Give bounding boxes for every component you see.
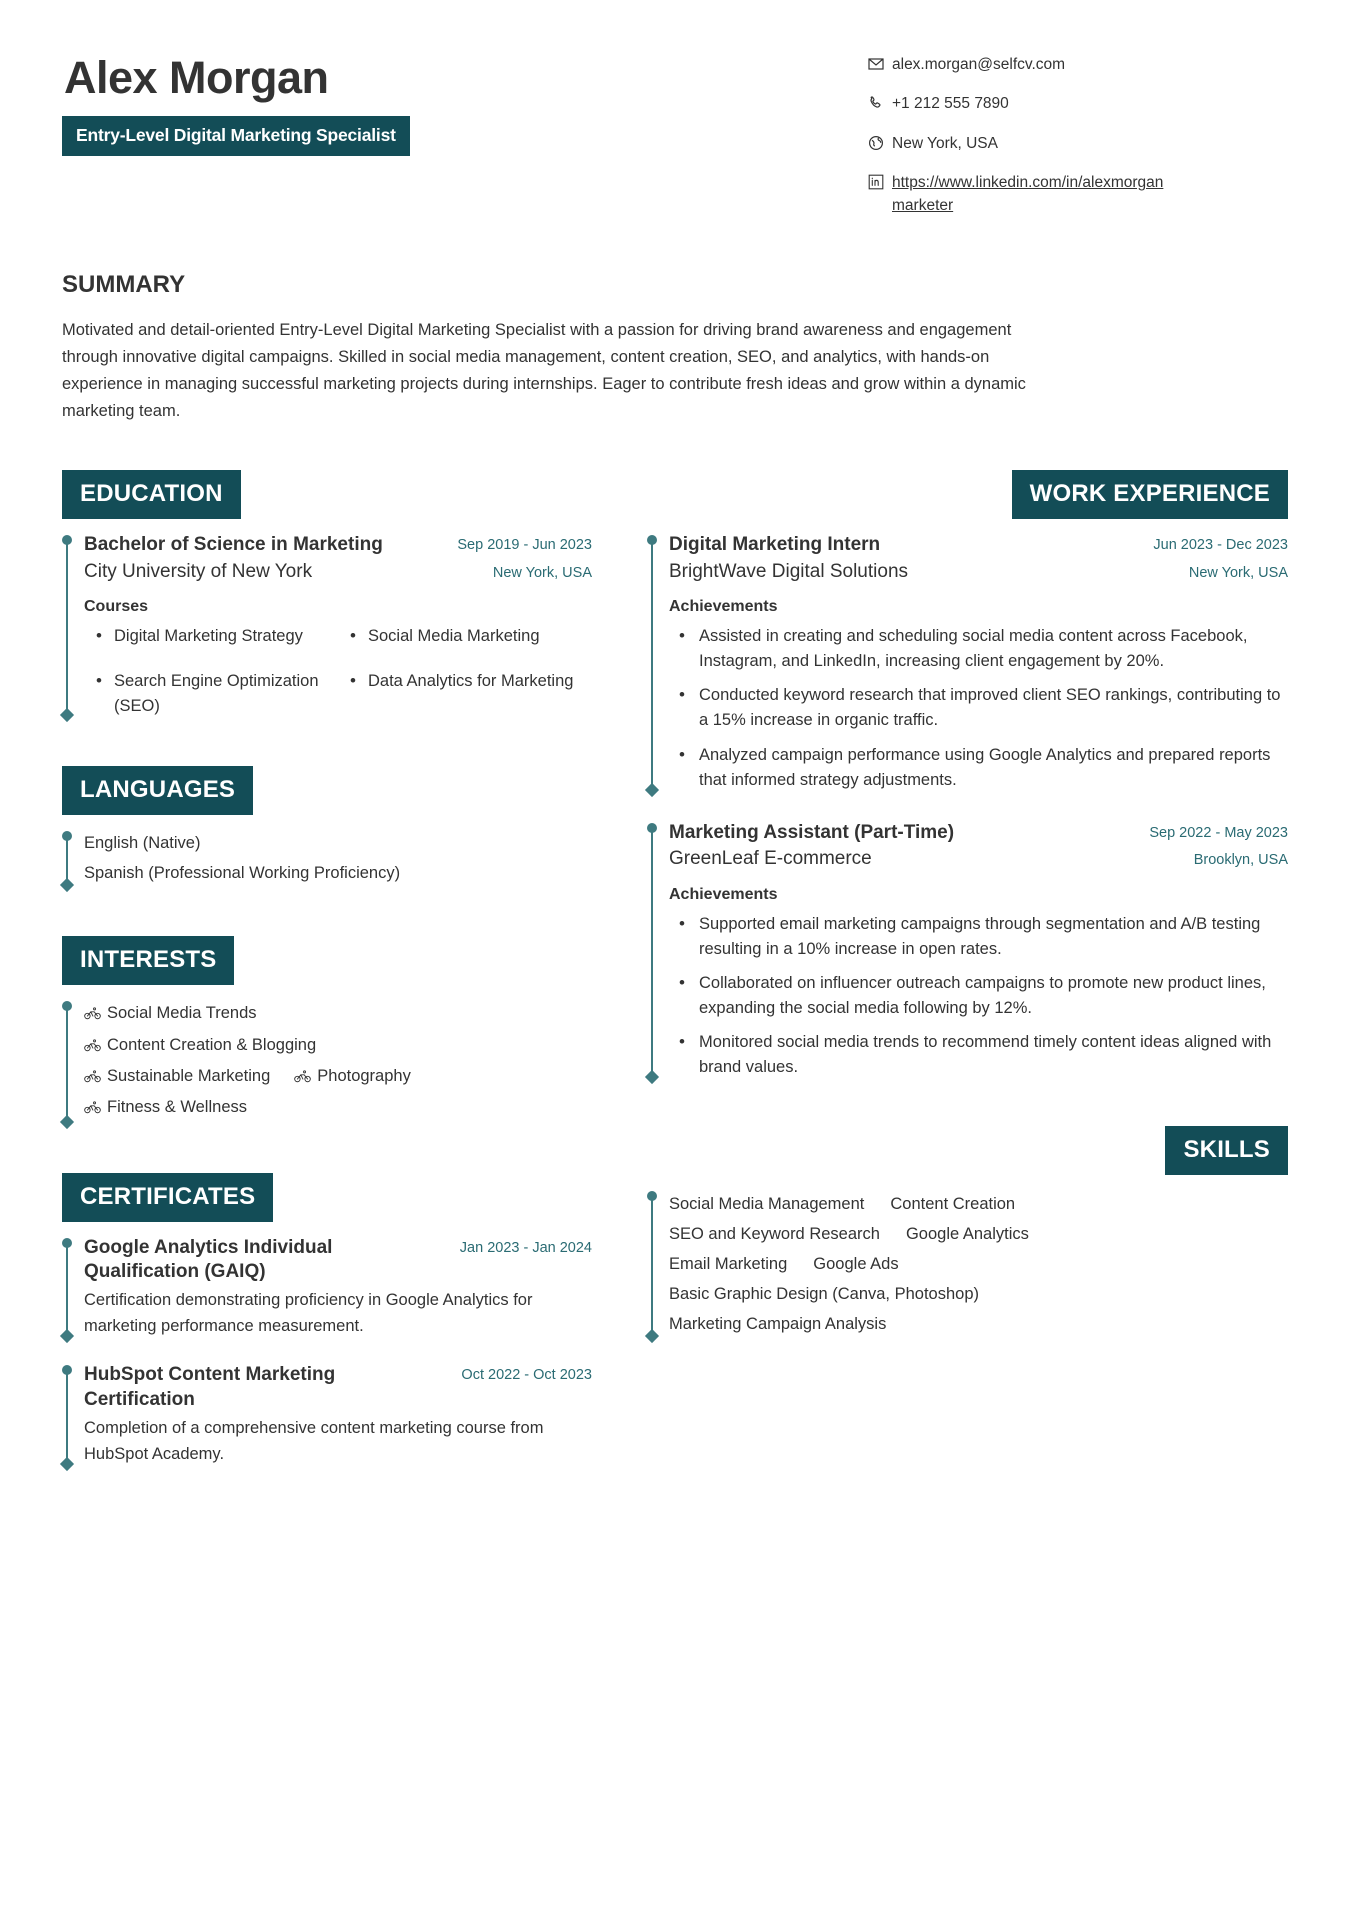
course-item: • Digital Marketing Strategy	[84, 624, 338, 649]
courses-label: Courses	[84, 598, 149, 616]
skills-row	[669, 1309, 1288, 1339]
timeline-line	[651, 1195, 653, 1333]
skills-row	[669, 1249, 1288, 1279]
bicycle-icon	[294, 1064, 311, 1093]
school-location: New York, USA	[492, 564, 592, 581]
interest-item	[84, 1031, 592, 1062]
timeline-line	[66, 1242, 68, 1334]
education-heading: EDUCATION	[62, 470, 241, 519]
job-company: GreenLeaf E-commerce	[669, 848, 872, 869]
job-location: Brooklyn, USA	[1193, 852, 1288, 868]
certificate-entry	[84, 1363, 592, 1467]
contact-linkedin-url-cont[interactable]: marketer	[892, 196, 954, 214]
achievement-item: • Supported email marketing campaigns through segmentation and A/B testing resulting in a 10% increase in open rates.	[669, 912, 1288, 962]
contact-location: New York, USA	[892, 134, 998, 152]
contact-email-row[interactable]	[868, 54, 1288, 76]
certificate-entry	[84, 1236, 592, 1340]
job-role: Digital Marketing Intern	[669, 534, 881, 556]
achievement-item: • Monitored social media trends to recommend timely content ideas aligned with brand values.	[669, 1030, 1288, 1080]
header-identity	[62, 46, 410, 156]
skill-item: Basic Graphic Design (Canva, Photoshop)	[669, 1285, 979, 1304]
candidate-name: Alex Morgan	[64, 52, 329, 103]
certificate-title: HubSpot Content Marketing Certification	[84, 1364, 336, 1410]
certificate-date: Oct 2022 - Oct 2023	[461, 1367, 592, 1384]
timeline-dot-icon	[647, 1191, 657, 1201]
course-item: • Social Media Marketing	[338, 624, 592, 649]
interests-heading: INTERESTS	[62, 936, 234, 985]
timeline-diamond-icon	[60, 708, 74, 722]
skill-item: Content Creation	[890, 1195, 1016, 1214]
work-experience-heading: WORK EXPERIENCE	[1012, 470, 1288, 519]
timeline-diamond-icon	[60, 1115, 74, 1129]
skill-item: Email Marketing	[669, 1255, 788, 1274]
timeline-dot-icon	[62, 535, 72, 545]
certificate-date: Jan 2023 - Jan 2024	[459, 1239, 592, 1256]
contact-email: alex.morgan@selfcv.com	[892, 56, 1066, 73]
skills-row	[669, 1279, 1288, 1309]
contact-phone-row[interactable]	[868, 93, 1288, 115]
timeline-dot-icon	[62, 1238, 72, 1248]
language-item: English (Native)	[84, 834, 201, 853]
achievements-label: Achievements	[669, 598, 778, 616]
course-item: • Search Engine Optimization (SEO)	[84, 669, 338, 719]
bicycle-icon	[84, 1033, 101, 1062]
skill-item: Social Media Management	[669, 1195, 865, 1214]
timeline-line	[66, 1369, 68, 1461]
skills-row	[669, 1219, 1288, 1249]
summary-section	[62, 271, 1288, 424]
contact-linkedin-url[interactable]: https://www.linkedin.com/in/alexmorgan	[892, 174, 1164, 192]
timeline-line	[66, 1005, 68, 1118]
timeline-line	[651, 827, 653, 1074]
achievements-list	[669, 624, 1288, 792]
interest-item	[294, 1062, 411, 1093]
job-location: New York, USA	[1188, 564, 1288, 581]
timeline-line	[66, 835, 68, 882]
interest-label: Sustainable Marketing	[107, 1066, 271, 1085]
contact-block	[868, 46, 1288, 217]
work-entry	[669, 533, 1288, 792]
certificate-timeline-1	[62, 1236, 592, 1340]
work-entry	[669, 821, 1288, 1080]
certificates-section	[62, 1173, 592, 1468]
skills-heading: SKILLS	[1165, 1126, 1288, 1175]
achievements-label: Achievements	[669, 885, 778, 903]
certificate-description: Certification demonstrating proficiency in Google Analytics for marketing performance measurement.	[84, 1291, 533, 1335]
timeline-diamond-icon	[60, 878, 74, 892]
timeline-line	[651, 539, 653, 786]
summary-text: Motivated and detail-oriented Entry-Level Digital Marketing Specialist with a passion for driving brand awareness and engagement through innovative digital campaigns. Skilled in social media management, content creation, SEO, and analytics, with hands-on experience in managing successful marketing projects during internships. Eager to contribute fresh ideas and grow within a dynamic marketing team.	[62, 321, 1026, 420]
summary-heading: SUMMARY	[62, 271, 186, 299]
courses-grid	[84, 624, 592, 718]
bicycle-icon	[84, 1064, 101, 1093]
interest-label: Social Media Trends	[107, 1004, 257, 1023]
work-timeline-2	[647, 821, 1288, 1080]
content-columns	[62, 470, 1288, 1483]
skills-row	[669, 1189, 1288, 1219]
phone-icon	[868, 93, 892, 111]
bicycle-icon	[84, 1095, 101, 1124]
interest-item	[84, 999, 257, 1030]
languages-timeline	[62, 829, 592, 888]
skill-item: Google Ads	[813, 1255, 899, 1274]
contact-phone: +1 212 555 7890	[892, 95, 1009, 113]
skills-list	[669, 1189, 1288, 1339]
timeline-diamond-icon	[60, 1457, 74, 1471]
skills-section	[647, 1126, 1288, 1339]
achievement-item: • Collaborated on influencer outreach campaigns to promote new product lines, expanding the social media following by 12%.	[669, 971, 1288, 1021]
achievement-item: • Conducted keyword research that improved client SEO rankings, contributing to a 15% increase in organic traffic.	[669, 683, 1288, 733]
globe-icon	[868, 133, 892, 151]
degree-title: Bachelor of Science in Marketing	[84, 534, 383, 556]
timeline-dot-icon	[62, 1365, 72, 1375]
interest-label: Photography	[317, 1066, 411, 1085]
job-title-banner: Entry-Level Digital Marketing Specialist	[62, 116, 410, 156]
degree-date: Sep 2019 - Jun 2023	[457, 537, 592, 554]
skill-item: Google Analytics	[905, 1225, 1029, 1244]
interest-item	[84, 1062, 270, 1093]
education-section	[62, 470, 592, 718]
courses-column-left	[84, 624, 338, 718]
timeline-diamond-icon	[645, 1329, 659, 1343]
right-column	[647, 470, 1288, 1355]
work-timeline-1	[647, 533, 1288, 792]
languages-heading: LANGUAGES	[62, 766, 253, 815]
interest-label: Content Creation & Blogging	[107, 1035, 317, 1054]
timeline-dot-icon	[647, 535, 657, 545]
work-experience-section	[647, 470, 1288, 1080]
timeline-diamond-icon	[60, 1329, 74, 1343]
skill-item: Marketing Campaign Analysis	[669, 1315, 887, 1334]
linkedin-icon	[868, 172, 892, 190]
certificate-title: Google Analytics Individual Qualification (GAIQ)	[84, 1236, 333, 1282]
skill-item: SEO and Keyword Research	[669, 1225, 880, 1244]
certificate-timeline-2	[62, 1363, 592, 1467]
courses-column-right	[338, 624, 592, 718]
skills-timeline	[647, 1189, 1288, 1339]
achievements-list	[669, 912, 1288, 1080]
left-column	[62, 470, 592, 1483]
timeline-dot-icon	[62, 831, 72, 841]
course-item: • Data Analytics for Marketing	[338, 669, 592, 694]
interests-section	[62, 936, 592, 1124]
language-item: Spanish (Professional Working Proficiency)	[84, 863, 401, 882]
job-company: BrightWave Digital Solutions	[669, 560, 909, 582]
job-date: Sep 2022 - May 2023	[1149, 824, 1288, 841]
timeline-diamond-icon	[645, 1070, 659, 1084]
education-timeline	[62, 533, 592, 718]
interests-list	[84, 999, 592, 1124]
envelope-icon	[868, 54, 892, 72]
job-date: Jun 2023 - Dec 2023	[1153, 537, 1288, 554]
contact-linkedin-row[interactable]	[868, 172, 1288, 217]
interest-item	[84, 1093, 592, 1124]
education-entry	[84, 533, 592, 718]
interests-timeline	[62, 999, 592, 1124]
languages-list	[84, 829, 592, 888]
certificates-heading: CERTIFICATES	[62, 1173, 273, 1222]
languages-section	[62, 766, 592, 888]
contact-location-row	[868, 133, 1288, 155]
interest-label: Fitness & Wellness	[107, 1098, 247, 1117]
achievement-item: • Analyzed campaign performance using Google Analytics and prepared reports that informed strategy adjustments.	[669, 743, 1288, 793]
school-name: City University of New York	[84, 560, 313, 582]
timeline-dot-icon	[647, 823, 657, 833]
job-role: Marketing Assistant (Part-Time)	[669, 821, 955, 843]
certificate-description: Completion of a comprehensive content marketing course from HubSpot Academy.	[84, 1419, 544, 1463]
timeline-dot-icon	[62, 1001, 72, 1011]
resume-header	[62, 46, 1288, 217]
achievement-item: • Assisted in creating and scheduling social media content across Facebook, Instagram, and LinkedIn, increasing client engagement by 20%.	[669, 624, 1288, 674]
timeline-diamond-icon	[645, 783, 659, 797]
timeline-line	[66, 539, 68, 712]
bicycle-icon	[84, 1001, 101, 1030]
